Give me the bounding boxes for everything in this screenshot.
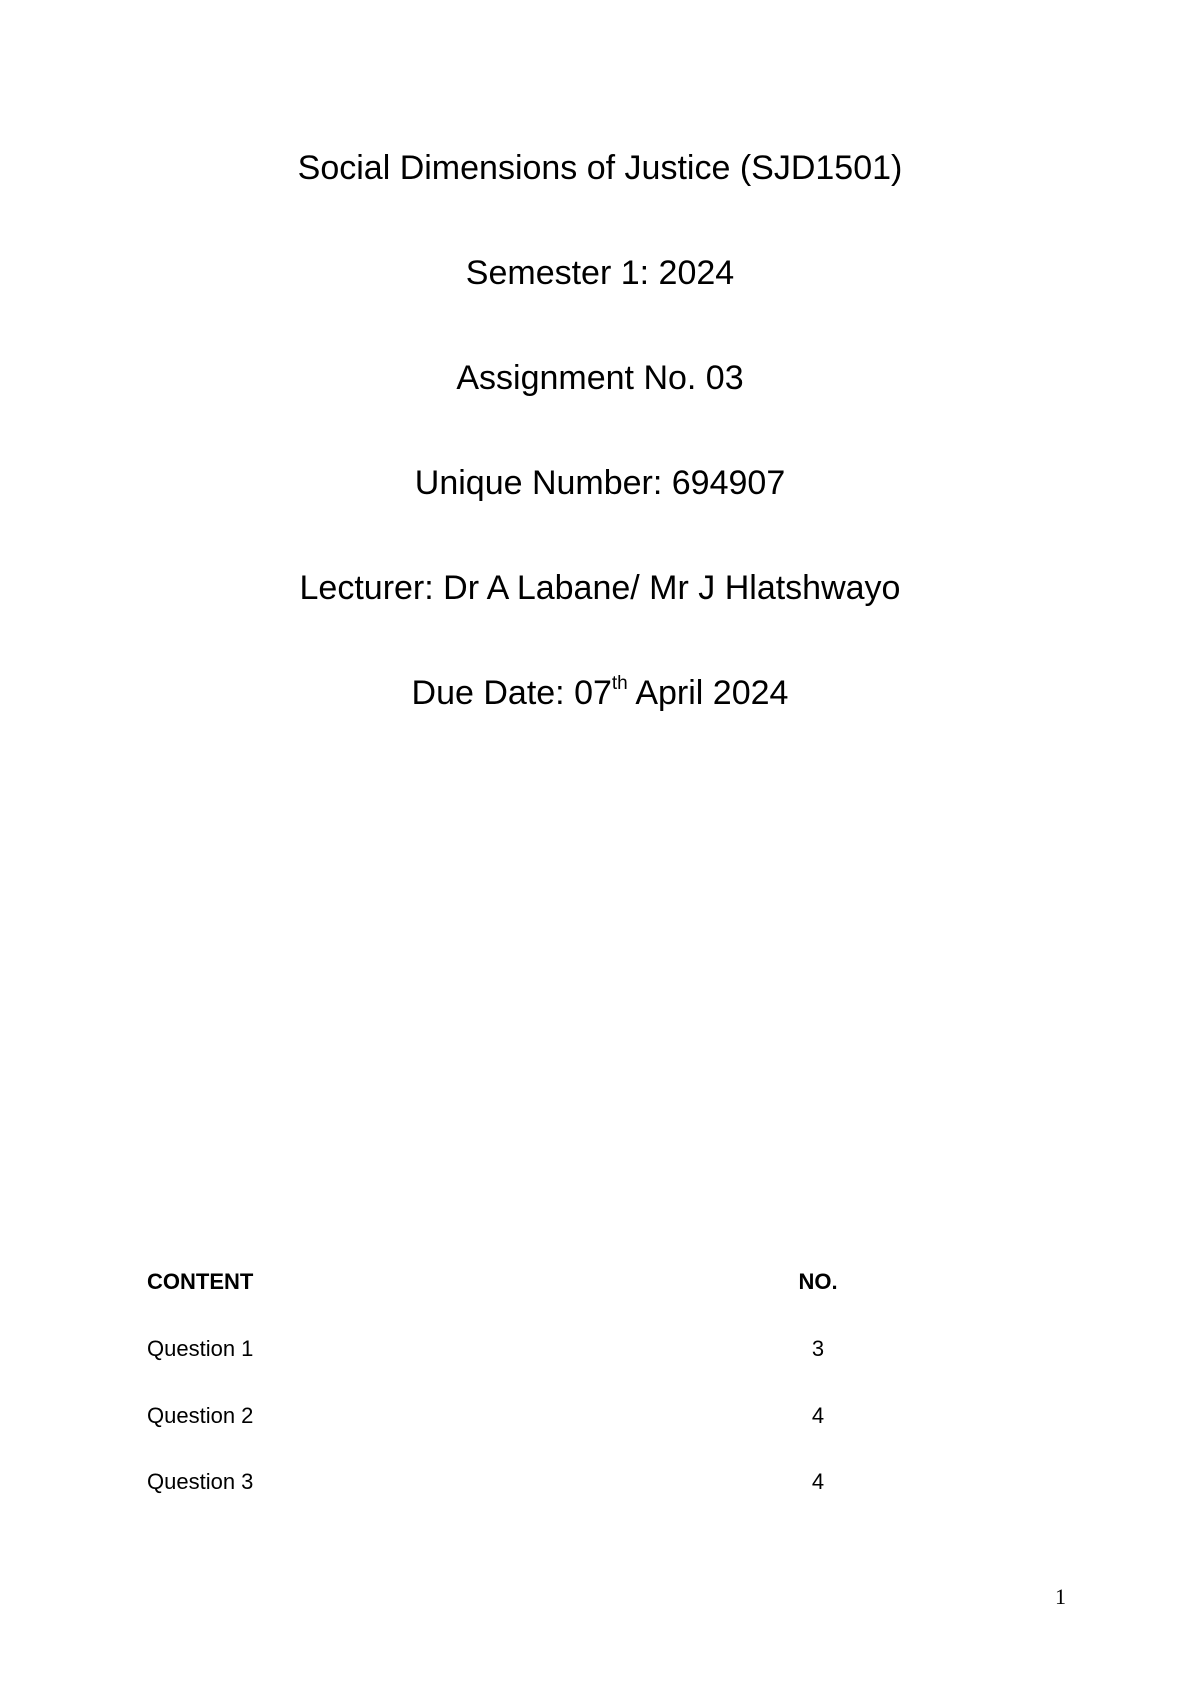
contents-row-2-label: Question 2 [147,1403,254,1428]
contents-row-1-label: Question 1 [147,1336,254,1361]
assignment-number: Assignment No. 03 [456,359,744,397]
course-title: Social Dimensions of Justice (SJD1501) [297,149,903,187]
unique-number: Unique Number: 694907 [414,464,786,502]
due-date-rest: April 2024 [627,674,789,712]
contents-row-3-label: Question 3 [147,1469,254,1494]
due-date-prefix: Due Date: 07 [411,674,612,712]
contents-header-no: NO. [798,1269,838,1294]
due-date [0,673,1200,713]
page-number: 1 [1055,1584,1066,1609]
contents-header-content: CONTENT [147,1269,254,1294]
lecturer: Lecturer: Dr A Labane/ Mr J Hlatshwayo [299,569,901,607]
contents-row-3-number: 4 [811,1469,825,1494]
due-date-ordinal: th [611,673,628,694]
semester: Semester 1: 2024 [465,254,735,292]
contents-row-1-number: 3 [811,1336,825,1361]
contents-row-2-number: 4 [811,1403,825,1428]
